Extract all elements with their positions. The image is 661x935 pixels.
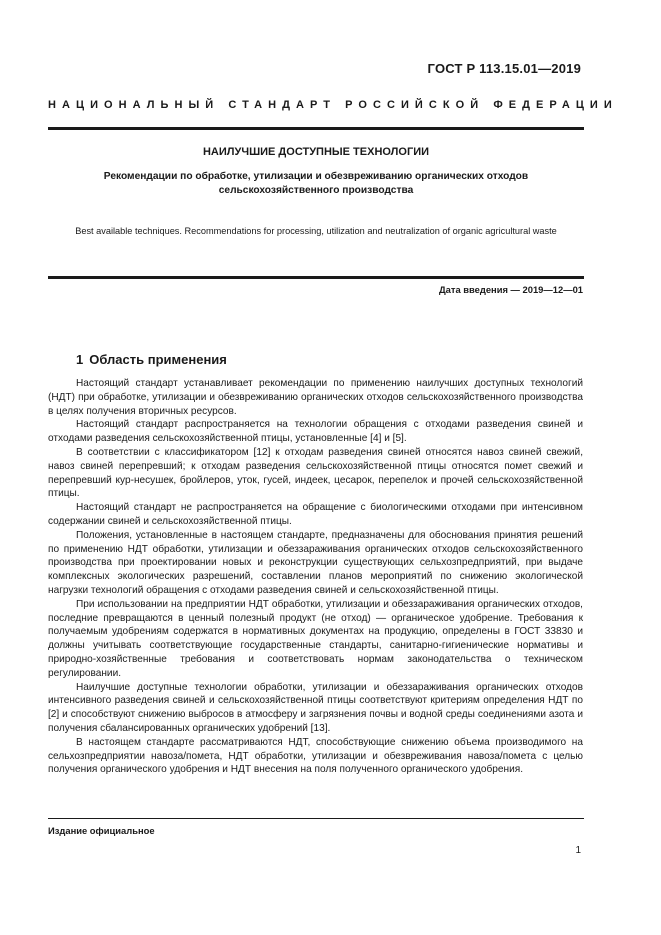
paragraph: Наилучшие доступные технологии обработки, утилизации и обеззараживания органических отходов интенсивного разведения свиней и сельскохозяйственной птицы соответствуют критериям определения НДТ по [2] и способствуют снижению выбросов в атмосферу и загрязнения почвы и водной среды соединениями азота и получения сбалансированных органических удобрений [13]. [48, 681, 583, 734]
section-title: Область применения [89, 352, 227, 367]
section-heading [76, 352, 227, 367]
paragraph: Настоящий стандарт распространяется на технологии обращения с отходами разведения свиней и отходами разведения сельскохозяйственной птицы, установленные [4] и [5]. [48, 419, 583, 445]
paragraph: Настоящий стандарт устанавливает рекомендации по применению наилучших доступных технологий (НДТ) при обработке, утилизации и обезвреживанию органических отходов сельскохозяйственного производства в целях получения вторичных ресурсов. [48, 378, 583, 417]
title-block-rule [48, 276, 584, 279]
section-body [48, 377, 583, 777]
header-rule [48, 127, 584, 130]
paragraph: Положения, установленные в настоящем стандарте, предназначены для обоснования принятия решений по применению НДТ обработки, утилизации и обеззараживания органических отходов сельскохозяйственного производства при проектировании новых и реконструкции существующих сельхозпредприятий, при выдаче комплексных экологических разрешений, составлении планов мероприятий по снижению экологической нагрузки технологий обращения с отходами разведения свиней и сельскохозяйственной птицы. [48, 529, 583, 596]
national-standard-heading: НАЦИОНАЛЬНЫЙ СТАНДАРТ РОССИЙСКОЙ ФЕДЕРАЦИИ [48, 99, 618, 111]
document-subtitle: Рекомендации по обработке, утилизации и обезвреживанию органических отходов сельскохозяйственного производства [103, 171, 529, 196]
document-title: НАИЛУЧШИЕ ДОСТУПНЫЕ ТЕХНОЛОГИИ [202, 146, 429, 158]
paragraph: Настоящий стандарт не распространяется на обращение с биологическими отходами при интенсивном содержании свиней и сельскохозяйственной птицы. [48, 502, 583, 527]
footer-rule [48, 818, 584, 819]
paragraph: В настоящем стандарте рассматриваются НДТ, способствующие снижению объема производимого на сельхозпредприятии навоза/помета, НДТ обработки, утилизации и обезвреживания навоза/помета с целью получения органического удобрения и НДТ внесения на поля полученного органического удобрения. [48, 736, 583, 776]
paragraph: В соответствии с классификатором [12] к отходам разведения свиней относятся навоз свиней свежий, навоз свиней перепревший; к отходам разведения сельскохозяйственной птицы относятся помет свежий и перепревший кур-несушек, бройлеров, уток, гусей, индеек, цесарок, перепелок и прочей сельскохозяйственной птицы. [48, 446, 583, 500]
section-number: 1 [76, 352, 84, 367]
document-code: ГОСТ Р 113.15.01—2019 [427, 61, 581, 76]
english-title: Best available techniques. Recommendations for processing, utilization and neutralization of organic agricultural waste [75, 226, 557, 236]
paragraph: При использовании на предприятии НДТ обработки, утилизации и обеззараживания органических отходов, последние превращаются в ценный полезный продукт (не отход) — органическое удобрение. Требования к получаемым удобрениям содержатся в нормативных документах на продукцию, определены в ГОСТ 33830 и должны учитывать соответствующие государственные стандарты, санитарно-гигиенические нормативы и природно-хозяйственные требования и соответствовать нормам законодательства о техническом регулировании. [48, 598, 583, 679]
page-number: 1 [575, 845, 581, 856]
edition-label: Издание официальное [48, 825, 155, 836]
introduction-date: Дата введения — 2019—12—01 [438, 284, 583, 295]
